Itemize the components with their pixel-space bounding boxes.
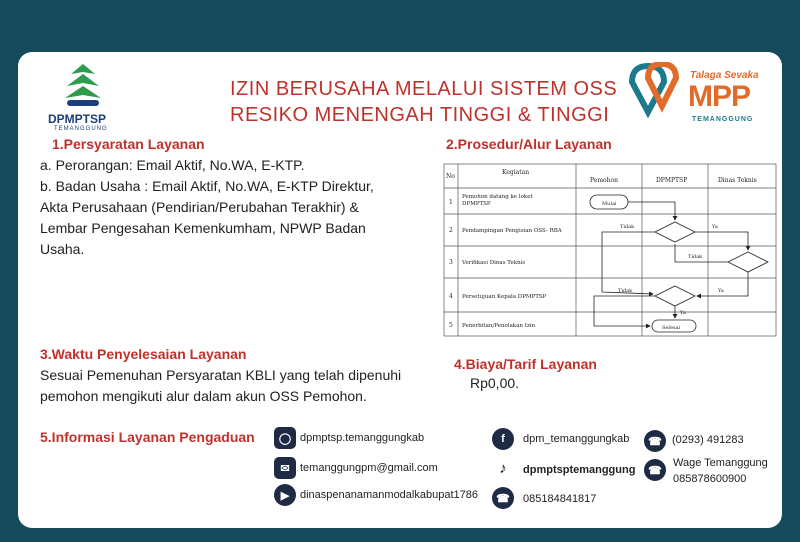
mpp-logo: [626, 62, 776, 128]
prosedur-heading: 2.Prosedur/Alur Layanan: [446, 136, 612, 152]
contact-facebook[interactable]: dpm_temanggungkab: [523, 433, 630, 445]
contact-instagram[interactable]: dpmptsp.temanggungkab: [300, 432, 425, 444]
table-header-dpmptsp: DPMPTSP: [656, 177, 688, 184]
biaya-heading: 4.Biaya/Tarif Layanan: [454, 356, 597, 372]
row-kegiatan: Verifikasi Dinas Teknis: [462, 260, 526, 266]
contact-whatsapp1[interactable]: 085184841817: [523, 493, 597, 505]
row-no: 2: [449, 227, 453, 234]
flow-label-ya: Ya: [712, 224, 718, 230]
whatsapp-icon[interactable]: ☎: [644, 459, 666, 481]
dpmptsp-logo: [48, 62, 118, 132]
informasi-heading: 5.Informasi Layanan Pengaduan: [40, 429, 255, 445]
contact-phone[interactable]: (0293) 491283: [672, 434, 744, 446]
persyaratan-line-a: a. Perorangan: Email Aktif, No.WA, E-KTP.: [40, 157, 305, 173]
logo-right-main: MPP: [688, 80, 751, 113]
row-kegiatan: Persetujuan Kepala DPMPTSP: [462, 294, 547, 300]
youtube-icon[interactable]: ▶: [274, 484, 296, 506]
logo-left-sub: TEMANGGUNG: [54, 126, 108, 132]
info-card: [18, 52, 782, 528]
row-no: 3: [449, 259, 453, 266]
persyaratan-line-b: b. Badan Usaha : Email Aktif, No.WA, E-KTP Direktur, Akta Perusahaan (Pendirian/Perubahan Terakhir) & Lembar Pengesahan Kemenkumham, NPWP Badan Usaha.: [40, 178, 374, 257]
start-node-label: Mulai: [602, 201, 617, 207]
instagram-icon[interactable]: ◯: [274, 427, 296, 449]
email-icon[interactable]: ✉: [274, 457, 296, 479]
flow-label-ya: Ya: [680, 310, 686, 316]
contact-email[interactable]: temanggungpm@gmail.com: [300, 462, 438, 474]
table-header-kegiatan: Kegiatan: [502, 169, 530, 176]
logo-right-sub: TEMANGGUNG: [692, 116, 754, 123]
waktu-heading: 3.Waktu Penyelesaian Layanan: [40, 346, 247, 362]
row-no: 4: [449, 293, 453, 300]
flow-label-ya: Ya: [718, 288, 724, 294]
table-header-pemohon: Pemohon: [590, 177, 618, 184]
mpp-emblem-icon: [626, 62, 682, 124]
contact-youtube[interactable]: dinaspenanamanmodalkabupat1786: [300, 489, 478, 501]
row-no: 5: [449, 322, 453, 329]
logo-right-top: Talaga Sevaka: [690, 70, 759, 81]
row-kegiatan: Pendampingan Pengisian OSS- RBA: [462, 228, 562, 234]
phone-icon[interactable]: ☎: [644, 430, 666, 452]
row-no: 1: [449, 199, 453, 206]
page-title-line1: IZIN BERUSAHA MELALUI SISTEM OSS: [230, 78, 618, 100]
row-kegiatan: Penerbitan/Penolakan Izin: [462, 323, 536, 329]
flowchart: [442, 162, 778, 338]
table-header-no: No: [446, 173, 455, 180]
table-header-dinas: Dinas Teknis: [718, 177, 757, 184]
page-title-line2: RESIKO MENENGAH TINGGI & TINGGI: [230, 104, 610, 126]
logo-left-name: DPMPTSP: [48, 112, 107, 126]
whatsapp-icon[interactable]: ☎: [492, 487, 514, 509]
biaya-text: Rp0,00.: [470, 375, 520, 391]
flow-label-tidak: Tidak: [618, 288, 633, 294]
contact-tiktok[interactable]: dpmptsptemanggung: [523, 464, 636, 476]
flow-label-tidak: Tidak: [620, 224, 635, 230]
flow-label-tidak: Tidak: [688, 254, 703, 260]
contact-wa2-number[interactable]: 085878600900: [673, 473, 747, 485]
end-node-label: Selesai: [662, 325, 681, 331]
facebook-icon[interactable]: f: [492, 428, 514, 450]
contact-wa2-label: Wage Temanggung: [673, 457, 768, 469]
tiktok-icon[interactable]: ♪: [492, 457, 514, 479]
waktu-text: Sesuai Pemenuhan Persyaratan KBLI yang telah dipenuhi pemohon mengikuti alur dalam akun OSS Pemohon.: [40, 367, 402, 404]
persyaratan-heading: 1.Persyaratan Layanan: [52, 136, 205, 152]
dpmptsp-emblem-icon: [61, 62, 105, 110]
row-kegiatan: Pemohon datang ke loket DPMPTSP: [462, 194, 533, 207]
